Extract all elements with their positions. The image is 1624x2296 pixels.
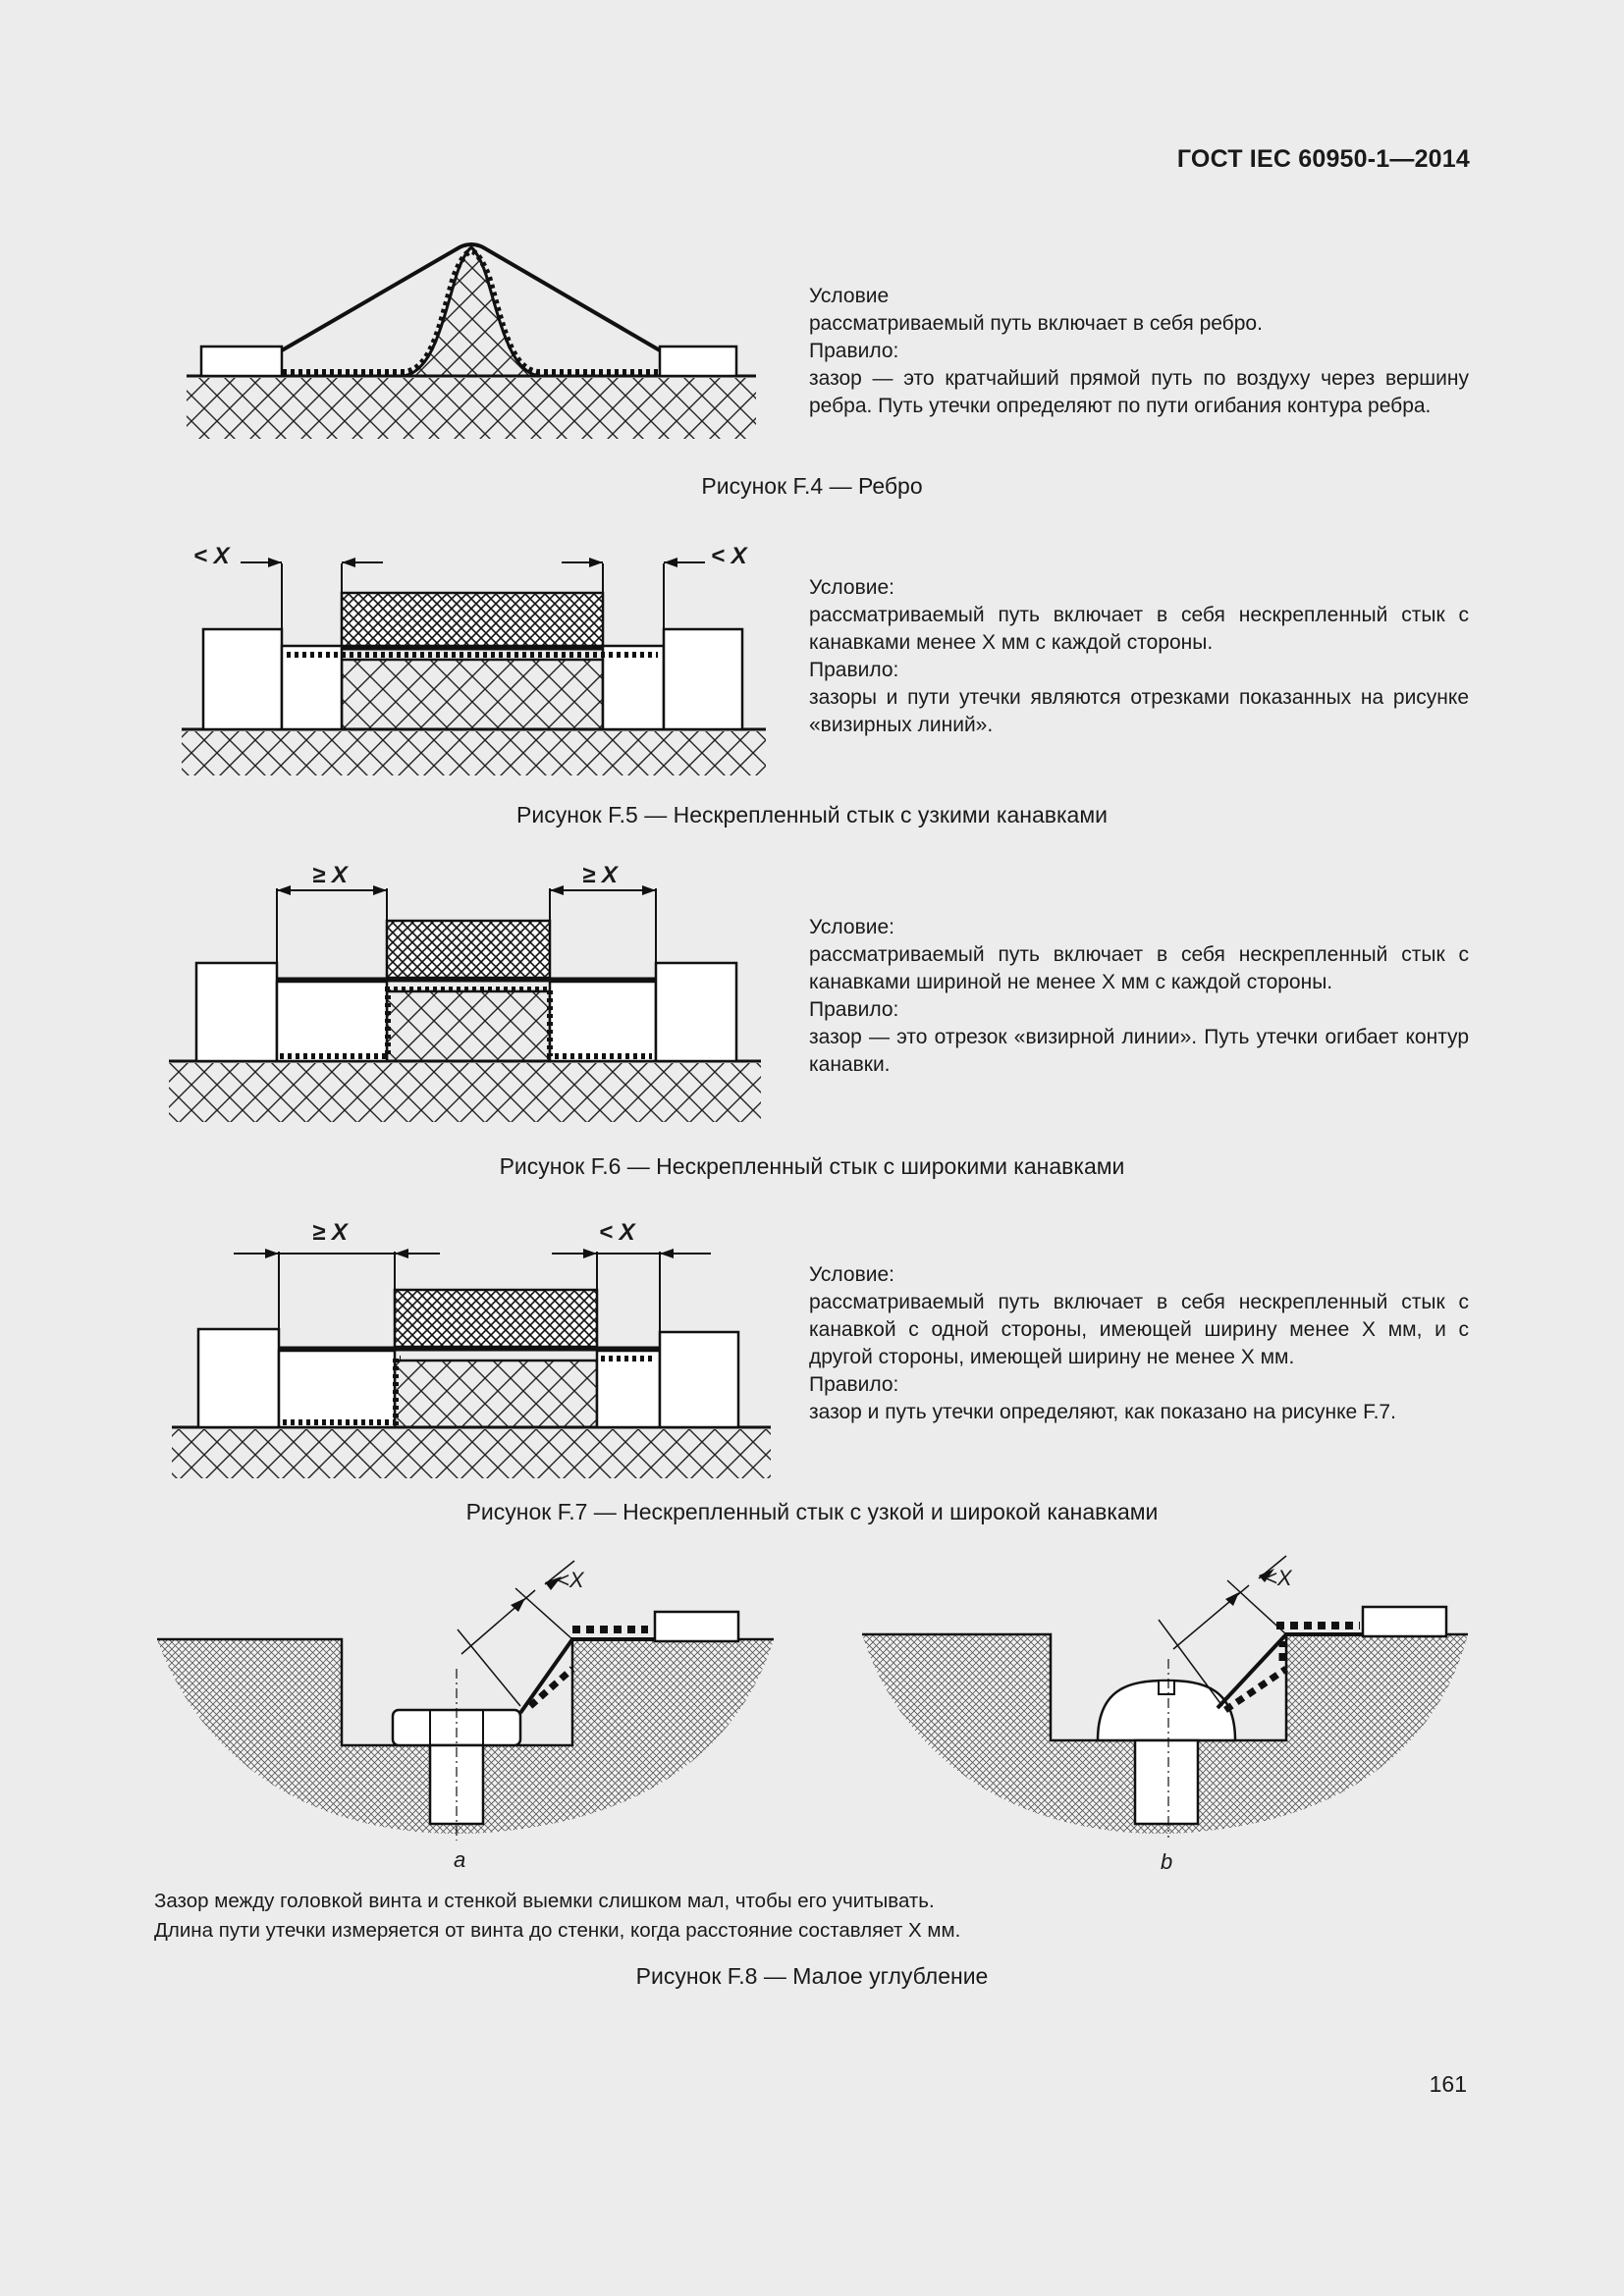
- figure-f5-caption: Рисунок F.5 — Нескрепленный стык с узкими канавками: [516, 802, 1108, 828]
- note-line: Длина пути утечки измеряется от винта до стенки, когда расстояние составляет X мм.: [154, 1919, 961, 1942]
- f8-sub-label-a: a: [454, 1847, 466, 1872]
- figure-f7-caption: Рисунок F.7 — Нескрепленный стык с узкой и широкой канавками: [465, 1499, 1159, 1524]
- rule-text: зазоры и пути утечки являются отрезками показанных на рисунке «визирных линий».: [809, 686, 1469, 736]
- figure-f6-caption: Рисунок F.6 — Нескрепленный стык с широкими канавками: [499, 1153, 1125, 1179]
- figure-f7-conditions: [809, 1261, 1469, 1426]
- document-header: ГОСТ IEC 60950-1—2014: [1176, 145, 1470, 173]
- note-line: Зазор между головкой винта и стенкой выемки слишком мал, чтобы его учитывать.: [154, 1890, 935, 1912]
- f7-dim-label-right: < X: [599, 1219, 635, 1246]
- figure-f4-conditions: [809, 283, 1469, 420]
- condition-text: рассматриваемый путь включает в себя нескрепленный стык с канавками менее X мм с каждой стороны.: [809, 604, 1469, 654]
- condition-heading: Условие:: [809, 916, 895, 938]
- figure-f6-diagram: [169, 885, 761, 1122]
- f8b-dim-label: <X: [1265, 1566, 1292, 1590]
- rule-text: зазор — это отрезок «визирной линии». Путь утечки огибает контур канавки.: [809, 1026, 1469, 1076]
- condition-heading: Условие: [809, 285, 890, 307]
- f7-dim-label-left: ≥ X: [312, 1219, 348, 1246]
- figure-f5-conditions: [809, 574, 1469, 739]
- condition-text: рассматриваемый путь включает в себя нескрепленный стык с канавкой с одной стороны, имеющей ширину менее X мм, и с другой стороны, имеющей ширину не менее X мм.: [809, 1291, 1469, 1368]
- rule-heading: Правило:: [809, 659, 899, 681]
- figure-f6-conditions: [809, 914, 1469, 1079]
- f5-dim-label-left: < X: [193, 543, 230, 569]
- condition-text: рассматриваемый путь включает в себя ребро.: [809, 312, 1263, 335]
- f8a-dim-label: <X: [557, 1568, 584, 1592]
- f6-dim-label-right: ≥ X: [582, 862, 618, 888]
- condition-text: рассматриваемый путь включает в себя нескрепленный стык с канавками шириной не менее X мм с каждой стороны.: [809, 943, 1469, 993]
- rule-text: зазор и путь утечки определяют, как показано на рисунке F.7.: [809, 1401, 1396, 1423]
- condition-heading: Условие:: [809, 1263, 895, 1286]
- rule-text: зазор — это кратчайший прямой путь по воздуху через вершину ребра. Путь утечки определяют по пути огибания контура ребра.: [809, 367, 1469, 417]
- figure-f8a-diagram: [157, 1561, 774, 1841]
- figure-f5-diagram: [182, 558, 766, 775]
- figure-f7-diagram: [172, 1249, 771, 1478]
- page-number: 161: [1429, 2071, 1467, 2097]
- rule-heading: Правило:: [809, 998, 899, 1021]
- figure-f8-notes: [154, 1887, 960, 1946]
- rule-heading: Правило:: [809, 1373, 899, 1396]
- rule-heading: Правило:: [809, 340, 899, 362]
- figure-f8b-diagram: [862, 1556, 1468, 1838]
- condition-heading: Условие:: [809, 576, 895, 599]
- f5-dim-label-right: < X: [711, 543, 747, 569]
- figure-f4-caption: Рисунок F.4 — Ребро: [701, 473, 923, 499]
- figure-f8-caption: Рисунок F.8 — Малое углубление: [635, 1963, 989, 1989]
- f8-sub-label-b: b: [1161, 1849, 1173, 1874]
- f6-dim-label-left: ≥ X: [312, 862, 348, 888]
- figure-f4-diagram: [187, 244, 756, 439]
